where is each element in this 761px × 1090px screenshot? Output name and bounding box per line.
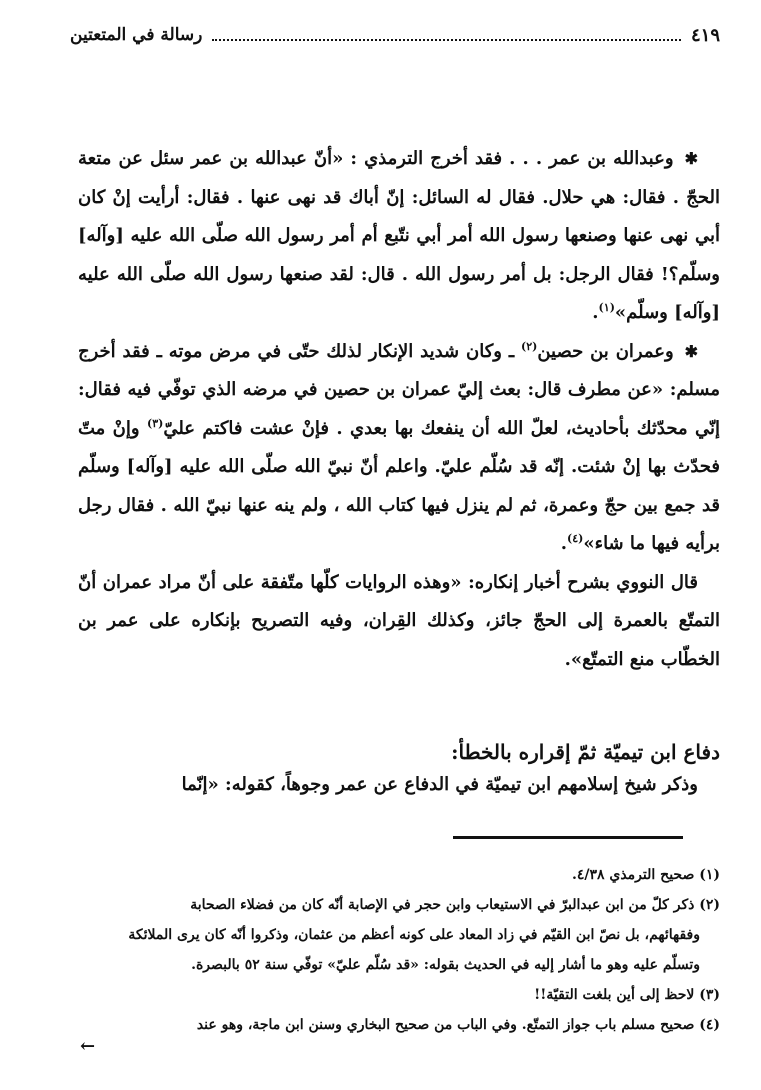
paragraph-imran [78,333,720,564]
asterisk-icon: ✱ [684,149,698,168]
footnote-2-line-2: وفقهائهم، بل نصّ ابن القيّم في زاد المعاد على كونه أعظم من عثمان، وذكروا أنّه كان يرى الملائكة [128,927,700,943]
dotted-leader [212,39,681,41]
section-paragraph: وذكر شيخ إسلامهم ابن تيميّة في الدفاع عن عمر وجوهاً، كقوله: «إنّما [181,774,698,795]
footnote-1: (١) صحيح الترمذي ٤/٣٨. [571,867,720,883]
footnote-2: (٢) ذكر كلّ من ابن عبدالبرّ في الاستيعاب وابن حجر في الإصابة أنّه كان من فضلاء الصحابة [190,897,720,913]
paragraph-text: وإنْ متّ فحدّث بها إنْ شئت. إنّه قد سُلّم عليّ. واعلم أنّ نبيّ الله صلّى الله عليه [وآله] وسلّم قد جمع بين حجّ وعمرة، ثم لم ينزل فيها كتاب الله ، ولم ينه عنها نبيّ الله . فقال رجل برأيه فيها ما شاء» [78,417,720,554]
footnote-4: (٤) صحيح مسلم باب جواز التمتّع. وفي الباب من صحيح البخاري وسنن ابن ماجة، وهو عند [196,1017,720,1033]
paragraph-nawawi: قال النووي بشرح أخبار إنكاره: «وهذه الروايات كلّها متّفقة على أنّ مراد عمران أنّ التمتّع بالعمرة إلى الحجّ جائز، وكذلك القِران، وفيه التصريح بإنكاره على عمر بن الخطّاب منع التمتّع». [78,571,720,670]
paragraph-text: وعمران بن حصين [537,340,674,362]
period: . [592,302,599,323]
footnote-3: (٣) لاحظ إلى أين بلغت التقيّة!! [534,987,720,1003]
footnote-ref-1[interactable]: (١) [598,301,615,314]
page-number: ٤١٩ [690,24,720,46]
footnote-separator [453,836,683,839]
running-title: رسالة في المتعتين [70,25,203,45]
asterisk-icon: ✱ [684,341,698,361]
paragraph-text: ـ وكان شديد الإنكار لذلك حتّى في مرض موته ـ فقد أخرج مسلم: «عن مطرف قال: بعث إليّ عمران بن حصين في مرضه الذي توفّي فيه فقال: إنّي محدّثك بأحاديث، لعلّ الله أن ينفعك بها بعدي . فإنْ عشت فاكتم عليّ [78,340,720,439]
footnote-ref-2[interactable]: (٢) [521,339,538,353]
footnotes [78,860,720,1040]
continue-arrow-icon: ← [80,1036,96,1057]
footnote-2-line-3: وتسلّم عليه وهو ما أشار إليه في الحديث بقوله: «قد سُلّم عليّ» توفّي سنة ٥٢ بالبصرة. [191,957,700,973]
paragraph-ibn-umar [78,140,720,333]
page-header [70,20,720,50]
footnote-ref-4[interactable]: (٤) [567,532,584,545]
paragraph-text: وعبدالله بن عمر . . . فقد أخرج الترمذي : «أنّ عبدالله بن عمر سئل عن متعة الحجّ . فقال: هي حلال. فقال له السائل: إنّ أباك قد نهى عنها . فقال: أرأيت إنْ كان أبي نهى عنها وصنعها رسول الله أمر أبي نتّبع أم أمر رسول الله صلّى الله عليه [وآله] وسلّم؟! فقال الرجل: بل أمر رسول الله . قال: لقد صنعها رسول الله صلّى الله عليه [وآله] وسلّم» [78,148,720,323]
section-heading: دفاع ابن تيميّة ثمّ إقراره بالخطأ: [451,740,720,764]
main-text [78,140,720,679]
period: . [560,533,567,554]
footnote-ref-3[interactable]: (٣) [146,416,164,430]
